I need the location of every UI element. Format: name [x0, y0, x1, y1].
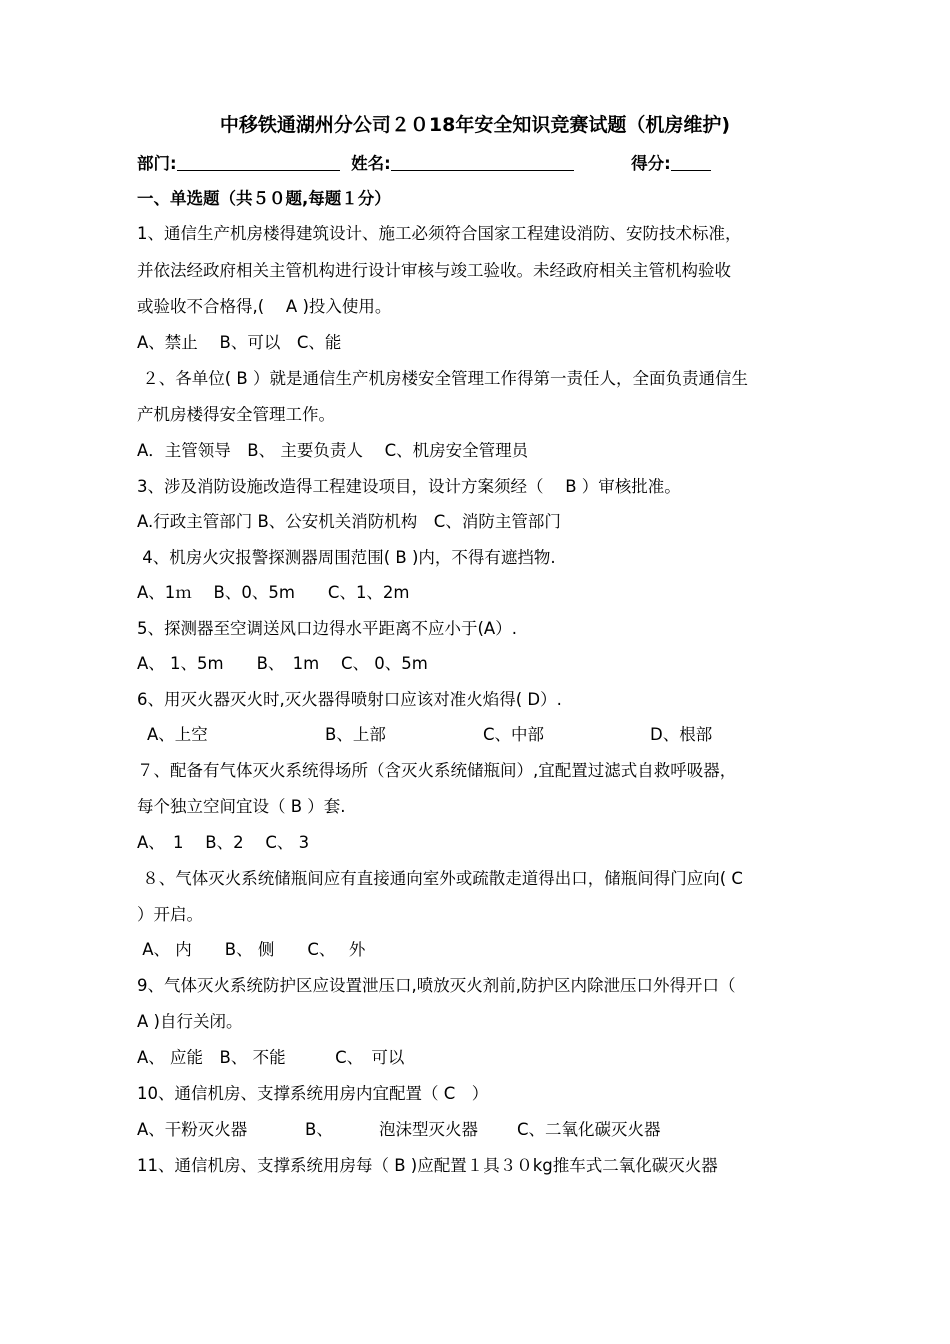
- text-line: A.行政主管部门 B、公安机关消防机构 C、消防主管部门: [137, 512, 561, 531]
- text-line: A、 1 B、2 C、 3: [137, 833, 310, 852]
- section-heading: 一、单选题（共５０题,每题１分）: [137, 189, 391, 208]
- header-fields: [137, 152, 711, 176]
- text-line: A、禁止 B、可以 C、能: [137, 333, 342, 352]
- text-line: 或验收不合格得,( A )投入使用。: [137, 297, 392, 316]
- q6-option-c: C、中部: [483, 725, 545, 744]
- q6-option-d: D、根部: [650, 725, 713, 744]
- text-line: A、 内 B、 侧 C、 外: [137, 940, 366, 959]
- text-line: A、 应能 B、 不能 C、 可以: [137, 1048, 405, 1067]
- q10-option-b-text: 泡沫型灭火器: [379, 1120, 478, 1139]
- score-label: 得分:: [631, 154, 671, 173]
- text-line: ２、各单位( B ）就是通信生产机房楼安全管理工作得第一责任人，全面负责通信生: [137, 369, 748, 388]
- dept-blank[interactable]: [177, 152, 340, 171]
- text-line: ７、配备有气体灭火系统得场所（含灭火系统储瓶间）,宜配置过滤式自救呼吸器，: [137, 761, 737, 780]
- text-line: 每个独立空间宜设（ B ）套.: [137, 797, 346, 816]
- exam-title: 中移铁通湖州分公司２０18年安全知识竞赛试题（机房维护): [219, 114, 731, 136]
- text-line: 并依法经政府相关主管机构进行设计审核与竣工验收。未经政府相关主管机构验收: [137, 261, 731, 280]
- q6-option-a: A、上空: [147, 725, 208, 744]
- text-line: 11、通信机房、支撑系统用房每（ B )应配置１具３０kg推车式二氧化碳灭火器: [137, 1156, 718, 1175]
- text-line: 9、气体灭火系统防护区应设置泄压口,喷放灭火剂前,防护区内除泄压口外得开口（: [137, 976, 736, 995]
- q6-option-b: B、上部: [325, 725, 386, 744]
- text-line: A、1ｍ B、0、5m C、1、2m: [137, 583, 410, 602]
- name-label: 姓名:: [351, 154, 391, 173]
- text-line: ）开启。: [137, 905, 203, 924]
- q10-option-b: B、: [305, 1120, 333, 1139]
- q10-option-c: C、二氧化碳灭火器: [517, 1120, 661, 1139]
- text-line: ８、气体灭火系统储瓶间应有直接通向室外或疏散走道得出口，储瓶间得门应向( C: [137, 869, 743, 888]
- text-line: A )自行关闭。: [137, 1012, 243, 1031]
- text-line: 5、探测器至空调送风口边得水平距离不应小于(A）.: [137, 619, 517, 638]
- text-line: 10、通信机房、支撑系统用房内宜配置（ C ）: [137, 1084, 489, 1103]
- text-line: 产机房楼得安全管理工作。: [137, 405, 335, 424]
- text-line: A、 1、5m B、 1m C、 0、5m: [137, 654, 428, 673]
- score-blank[interactable]: [671, 152, 711, 171]
- text-line: 1、通信生产机房楼得建筑设计、施工必须符合国家工程建设消防、安防技术标准，: [137, 224, 742, 243]
- text-line: A．主管领导 B、 主要负责人 C、机房安全管理员: [137, 441, 529, 460]
- q10-option-a: A、干粉灭火器: [137, 1120, 248, 1139]
- text-line: 4、机房火灾报警探测器周围范围( B )内，不得有遮挡物.: [137, 548, 556, 567]
- text-line: 3、涉及消防设施改造得工程建设项目，设计方案须经（ B ）审核批准。: [137, 477, 681, 496]
- name-blank[interactable]: [391, 152, 574, 171]
- dept-label: 部门:: [137, 154, 177, 173]
- text-line: 6、用灭火器灭火时,灭火器得喷射口应该对准火焰得( D）.: [137, 690, 562, 709]
